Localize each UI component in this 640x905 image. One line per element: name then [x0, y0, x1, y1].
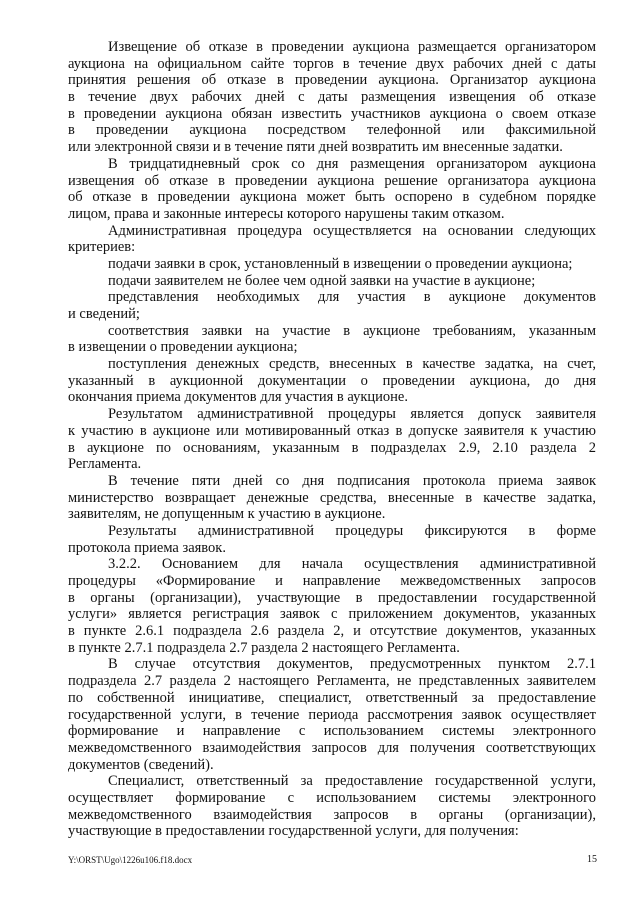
paragraph	[68, 156, 596, 223]
text-line: соответствия заявки на участие в аукционе требованиям, указанным	[108, 322, 596, 339]
text-line: или электронной связи и в течение пяти дней возвратить им внесенные задатки.	[68, 139, 563, 156]
paragraph	[68, 656, 596, 773]
footer-file-path: Y:\ORST\Ugo\1226u106.f18.docx	[68, 855, 193, 865]
text-line: В тридцатидневный срок со дня размещения организатором аукциона	[108, 155, 596, 172]
text-line: подачи заявителем не более чем одной заявки на участие в аукционе;	[108, 272, 536, 289]
text-line: заявителям, не допущенным к участию в аукционе.	[68, 506, 386, 523]
criteria-item	[68, 356, 596, 406]
text-line: услуги» является регистрация заявок с приложением документов, указанных	[68, 606, 596, 623]
text-line: подраздела 2.7 раздела 2 настоящего Регламента, не представленных заявителем	[68, 673, 596, 690]
text-line: министерство возвращает денежные средства, внесенные в качестве задатка,	[68, 489, 596, 506]
criteria-item	[68, 273, 596, 290]
text-line: об отказе в проведении аукциона может быть оспорено в судебном порядке	[68, 189, 596, 206]
text-line: в пункте 2.6.1 подраздела 2.6 раздела 2, и отсутствие документов, указанных	[68, 623, 596, 640]
paragraph	[68, 473, 596, 523]
text-line: окончания приема документов для участия в аукционе.	[68, 389, 408, 406]
text-line: 3.2.2. Основанием для начала осуществления административной	[108, 556, 596, 573]
paragraph	[68, 223, 596, 256]
text-line: Специалист, ответственный за предоставление государственной услуги,	[108, 773, 596, 790]
text-line: аукциона на официальном сайте торгов в течение двух рабочих дней с даты	[68, 55, 596, 72]
criteria-item	[68, 256, 596, 273]
text-line: формирование и направление с использованием системы электронного	[68, 723, 596, 740]
text-line: в проведении аукциона обязан известить участников аукциона о своем отказе	[68, 105, 596, 122]
text-line: в течение двух рабочих дней с даты размещения извещения об отказе	[68, 89, 596, 106]
text-line: осуществляет формирование с использованием системы электронного	[68, 789, 596, 806]
section-paragraph	[68, 556, 596, 656]
text-line: в проведении аукциона посредством телефонной или факсимильной	[68, 122, 596, 139]
text-line: Административная процедура осуществляется на основании следующих	[108, 222, 596, 239]
text-line: по собственной инициативе, специалист, ответственный за предоставление	[68, 689, 596, 706]
text-line: документов (сведений).	[68, 756, 214, 773]
text-line: в пункте 2.7.1 подраздела 2.7 раздела 2 настоящего Регламента.	[68, 639, 460, 656]
page-footer	[68, 853, 597, 867]
text-line: В случае отсутствия документов, предусмотренных пунктом 2.7.1	[108, 656, 596, 673]
page-number: 15	[587, 854, 597, 865]
paragraph	[68, 523, 596, 556]
text-line: в органы (организации), участвующие в предоставлении государственной	[68, 589, 596, 606]
text-line: и сведений;	[68, 306, 140, 322]
text-line: государственной услуги, в течение периода рассмотрения заявок осуществляет	[68, 706, 596, 723]
text-line: протокола приема заявок.	[68, 539, 226, 556]
text-line: В течение пяти дней со дня подписания протокола приема заявок	[108, 472, 596, 489]
criteria-item	[68, 289, 596, 322]
text-line: к участию в аукционе или мотивированный отказ в допуске заявителя к участию	[68, 422, 596, 439]
paragraph	[68, 406, 596, 473]
text-line: принятия решения об отказе в проведении аукциона. Организатор аукциона	[68, 72, 596, 89]
text-line: подачи заявки в срок, установленный в извещении о проведении аукциона;	[108, 255, 573, 272]
criteria-item	[68, 323, 596, 356]
text-line: Результаты административной процедуры фиксируются в форме	[108, 522, 596, 539]
text-line: указанный в аукционной документации о проведении аукциона, до дня	[68, 372, 596, 389]
document-body	[68, 39, 596, 840]
text-line: в аукционе по основаниям, указанным в подразделах 2.9, 2.10 раздела 2	[68, 439, 596, 456]
text-line: процедуры «Формирование и направление межведомственных запросов	[68, 573, 596, 589]
text-line: в извещении о проведении аукциона;	[68, 339, 298, 356]
text-line: критериев:	[68, 239, 136, 256]
text-line: поступления денежных средств, внесенных в качестве задатка, на счет,	[108, 356, 596, 373]
text-line: межведомственного взаимодействия запросов в органы (организации),	[68, 806, 596, 823]
text-line: Регламента.	[68, 456, 142, 473]
text-line: межведомственного взаимодействия запросов для получения соответствующих	[68, 739, 596, 756]
text-line: извещения об отказе в проведении аукциона решение организатора аукциона	[68, 172, 596, 189]
text-line: представления необходимых для участия в аукционе документов	[108, 289, 596, 306]
text-line: лицом, права и законные интересы которого нарушены таким отказом.	[68, 205, 505, 222]
text-line: Извещение об отказе в проведении аукциона размещается организатором	[108, 39, 596, 55]
paragraph	[68, 773, 596, 840]
text-line: участвующие в предоставлении государственной услуги, для получения:	[68, 823, 519, 840]
paragraph	[68, 39, 596, 156]
text-line: Результатом административной процедуры является допуск заявителя	[108, 406, 596, 423]
